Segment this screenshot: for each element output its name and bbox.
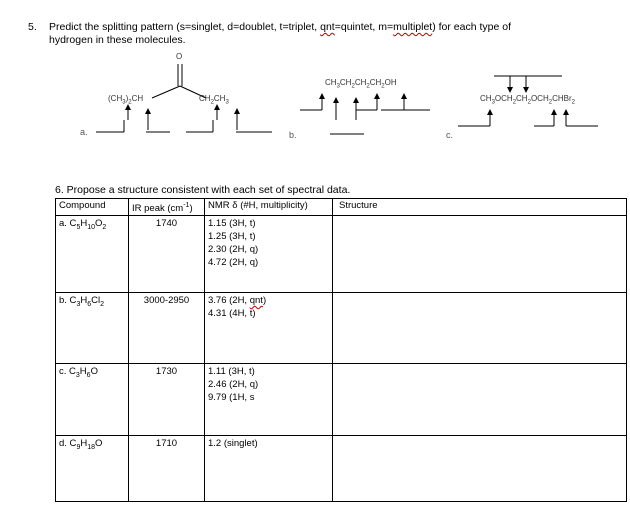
molecule-b-formula: $CH_3CH_2CH_2CH_2OH$ xyxy=(325,78,397,90)
compound-cell: b. $C_3H_6Cl_2$ xyxy=(56,293,129,364)
header-structure: Structure xyxy=(333,199,627,216)
spellcheck-word-multiplet: multiplet xyxy=(393,21,433,33)
nmr-line: 2.46 (2H, q) xyxy=(208,379,259,391)
spectral-data-table xyxy=(55,198,627,502)
table-row xyxy=(56,216,627,293)
table-row xyxy=(56,436,627,502)
nmr-cell xyxy=(205,216,333,293)
spellcheck-word-qnt: qnt xyxy=(249,295,263,307)
header-ir: IR peak $(cm^{-1})$ xyxy=(129,199,205,216)
oxygen-label: O xyxy=(176,52,183,61)
ir-cell: 3000-2950 xyxy=(129,293,205,364)
structure-answer-cell[interactable] xyxy=(333,216,627,293)
molecule-a-right-group: $CH_2CH_3$ xyxy=(199,94,229,106)
ir-cell: 1710 xyxy=(129,436,205,502)
bond-left xyxy=(152,86,180,98)
question-5-line1-post: ) for each type of xyxy=(432,21,512,33)
spellcheck-word-qnt: qnt xyxy=(320,21,335,33)
structure-answer-cell[interactable] xyxy=(333,364,627,436)
question-5-line2: hydrogen in these molecules. xyxy=(49,34,186,46)
question-5-number: 5. xyxy=(28,21,37,33)
nmr-line: 1.2 (singlet) xyxy=(208,438,258,450)
ir-cell: 1730 xyxy=(129,364,205,436)
nmr-line: 9.79 (1H, s xyxy=(208,392,255,404)
table-row xyxy=(56,364,627,436)
molecule-a-left-group: $(CH_3)_2CH$ xyxy=(108,94,144,106)
nmr-line: 4.72 (2H, q) xyxy=(208,257,259,269)
compound-cell: c. $C_3H_6O$ xyxy=(56,364,129,436)
molecule-c-formula: $CH_3OCH_2CH_2OCH_2CHBr_2$ xyxy=(480,94,575,106)
table-row xyxy=(56,293,627,364)
ir-cell: 1740 xyxy=(129,216,205,293)
table-header-row xyxy=(56,199,627,216)
structure-answer-cell[interactable] xyxy=(333,436,627,502)
nmr-line: 1.25 (3H, t) xyxy=(208,231,256,243)
header-nmr: NMR δ (#H, multiplicity) xyxy=(205,199,333,216)
compound-cell: a. $C_5H_{10}O_2$ xyxy=(56,216,129,293)
nmr-cell xyxy=(205,364,333,436)
molecule-figures xyxy=(0,0,630,180)
nmr-line: 2.30 (2H, q) xyxy=(208,244,259,256)
question-5-line1-pre: Predict the splitting pattern (s=singlet, d=doublet, t=triplet, xyxy=(49,21,321,33)
molecule-b-letter: b. xyxy=(289,130,297,140)
nmr-cell xyxy=(205,436,333,502)
question-6-title: 6. Propose a structure consistent with each set of spectral data. xyxy=(55,184,351,196)
nmr-line: 4.31 (4H, t) xyxy=(208,308,256,320)
compound-cell: d. $C_9H_{18}O$ xyxy=(56,436,129,502)
question-5-line1-mid: =quintet, m= xyxy=(334,21,394,33)
nmr-line: 3.76 (2H, qnt) xyxy=(208,295,267,307)
header-compound: Compound xyxy=(56,199,129,216)
nmr-line: 1.11 (3H, t) xyxy=(208,366,255,378)
nmr-line: 1.15 (3H, t) xyxy=(208,218,256,230)
molecule-c-letter: c. xyxy=(446,130,454,140)
structure-answer-cell[interactable] xyxy=(333,293,627,364)
nmr-cell xyxy=(205,293,333,364)
molecule-a-letter: a. xyxy=(80,127,88,137)
